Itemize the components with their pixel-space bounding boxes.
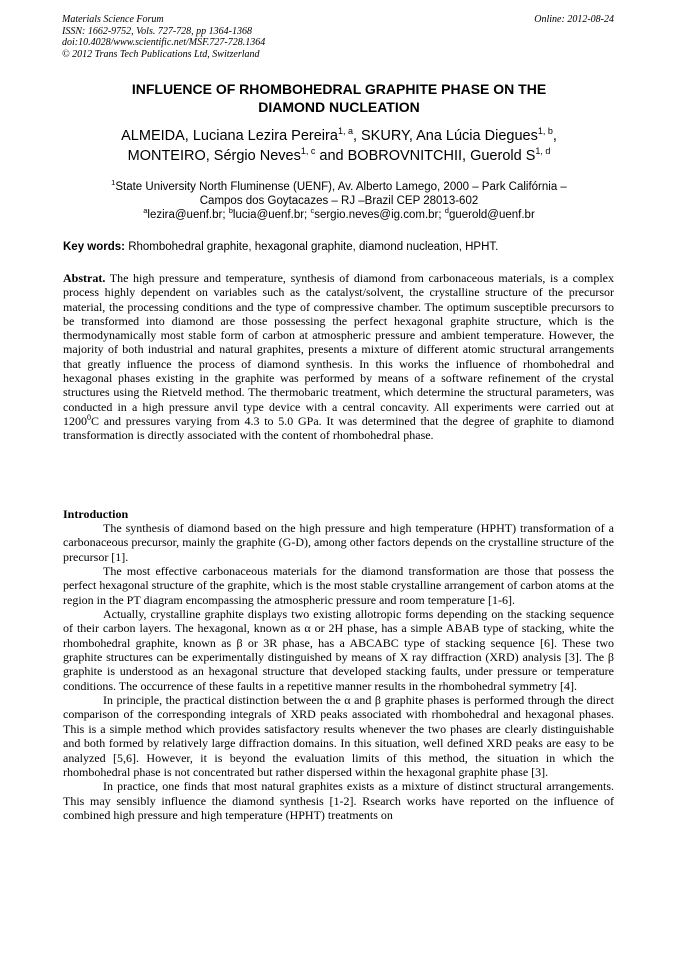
keywords-line [63,240,623,254]
author-name: SKURY, Ana Lúcia Diegues [361,128,538,144]
author-list [60,127,618,166]
keywords-text: Rhombohedral graphite, hexagonal graphite, diamond nucleation, HPHT. [125,241,499,253]
affiliation-city: Campos dos Goytacazes – RJ –Brazil CEP 28013-602 [199,195,479,207]
body-paragraph: In principle, the practical distinction between the α and β graphite phases is performed through the direct comparison of the corresponding integrals of XRD peaks associated with rhombohedral and hexagonal phases. This is a simple method which provides satisfactory results whenever the two phases are clearly distinguishable and both formed by relatively large diffraction domains. In this situation, well defined XRD peaks are easy to be analyzed [5,6]. However, it is beyond the evaluation limits of this method, the situation in which the rhombohedral phase is not concentrated but rather dispersed within the hexagonal graphite phase [3]. [63,693,614,779]
author-affiliation-mark: 1, a [337,126,353,137]
online-date: Online: 2012-08-24 [534,14,614,25]
body-paragraph: Actually, crystalline graphite displays two existing allotropic forms depending on the stacking sequence of their carbon layers. The hexagonal, known as α or 2H phase, has a simple ABAB type of stacking, white the rhombohedral graphite, known as β or 3R phase, has a ABCABC type of stacking sequence [6]. These two graphite structures can be experimentally distinguished by means of X ray diffraction (XRD) analysis [3]. The β graphite is understood as an hexagonal structure that developed stacking faults, under pressure or temperature conditions. The occurrence of these faults in a repetitive manner results in the rhombohedral symmetry [4]. [63,607,614,693]
email-address: sergio.neves@ig.com.br; [314,209,445,221]
author-separator: , [552,128,557,144]
title-line-1: INFLUENCE OF RHOMBOHEDRAL GRAPHITE PHASE ON THE [131,81,547,97]
author-name: MONTEIRO, Sérgio Neves [127,147,301,164]
issn-line: ISSN: 1662-9752, Vols. 727-728, pp 1364-1368 [62,25,252,37]
publication-header [62,14,265,60]
paper-title [70,81,608,116]
affiliation-address: $^1$State University North Fluminense (UENF), Av. Alberto Lamego, 2000 – Park Califórnia – [111,178,567,193]
body-paragraph: The synthesis of diamond based on the high pressure and high temperature (HPHT) transformation of a carbonaceous precursor, mainly the graphite (G-D), among other factors depends on the crystalline structure of the precursor [1]. [63,521,614,564]
section-heading-introduction: Introduction [63,507,129,521]
journal-name: Materials Science Forum [62,14,164,25]
degree-mark: 0 [87,412,91,422]
author-separator: , [352,128,362,144]
affiliation-block [68,180,610,222]
keywords-label: Key words: [63,241,125,253]
affiliation-mark: 1 [111,178,116,188]
email-address: lezira@uenf.br; [147,209,229,221]
copyright-line: © 2012 Trans Tech Publications Ltd, Switzerland [62,48,260,60]
author-affiliation-mark: 1, b [537,126,553,137]
author-affiliation-mark: 1, d [535,145,551,156]
body-paragraph: The most effective carbonaceous materials for the diamond transformation are those that possess the perfect hexagonal structure of the graphite, which is the most stable crystalline arrangement of carbon atoms at the region in the PT diagram encompassing the atmospheric pressure and room temperature [1-6]. [63,564,614,607]
abstract-text: The high pressure and temperature, synthesis of diamond from carbonaceous materials, is a complex process highly dependent on variables such as the catalyst/solvent, the crystalline structure of the precursor material, the processing conditions and the type of compressive chamber. The optimum susceptible precursors to be transformed into diamond are those possessing the perfect hexagonal graphite structure, which is the thermodynamically most stable form of carbon at atmospheric pressure and ambient temperature. However, the majority of both industrial and natural graphites, presents a mixture of different atomic structural arrangements that greatly influence the process of diamond synthesis. In this works the influence of rhombohedral and hexagonal phases existing in the graphite was performed by means of a software refinement of the crystal structures using the Rietveld method. The thermobaric treatment, which determine the structural parameters, was conducted in a high pressure anvil type device with a central concavity. All experiments were carried out at 1200 [63,271,614,428]
title-line-2: DIAMOND NUCLEATION [258,98,420,115]
doi-line: doi:10.4028/www.scientific.net/MSF.727-728.1364 [62,37,266,48]
email-address: lucia@uenf.br; [232,209,311,221]
body-paragraph: In practice, one finds that most natural graphites exists as a mixture of distinct structural arrangements. This may sensibly influence the diamond synthesis [1-2]. Rsearch works have reported on the influence of combined high pressure and high temperature (HPHT) treatments on [63,779,614,822]
author-separator: and [315,147,348,164]
author-affiliation-mark: 1, c [300,145,316,156]
abstract-text-end: C and pressures varying from 4.3 to 5.0 GPa. It was determined that the degree of graphite to diamond transformation is directly associated with the content of rhombohedral phase. [63,413,614,443]
author-name: BOBROVNITCHII, Guerold S [347,147,536,164]
introduction-body [63,521,614,822]
abstract [63,271,614,443]
abstract-label: Abstrat. [63,271,106,285]
email-address: guerold@uenf.br [448,209,535,221]
email-list: $^a$lezira@uenf.br; $^b$lucia@uenf.br; $^c$sergio.neves@ig.com.br; $^d$guerold@uenf.br [143,206,535,221]
author-name: ALMEIDA, Luciana Lezira Pereira [121,128,338,144]
